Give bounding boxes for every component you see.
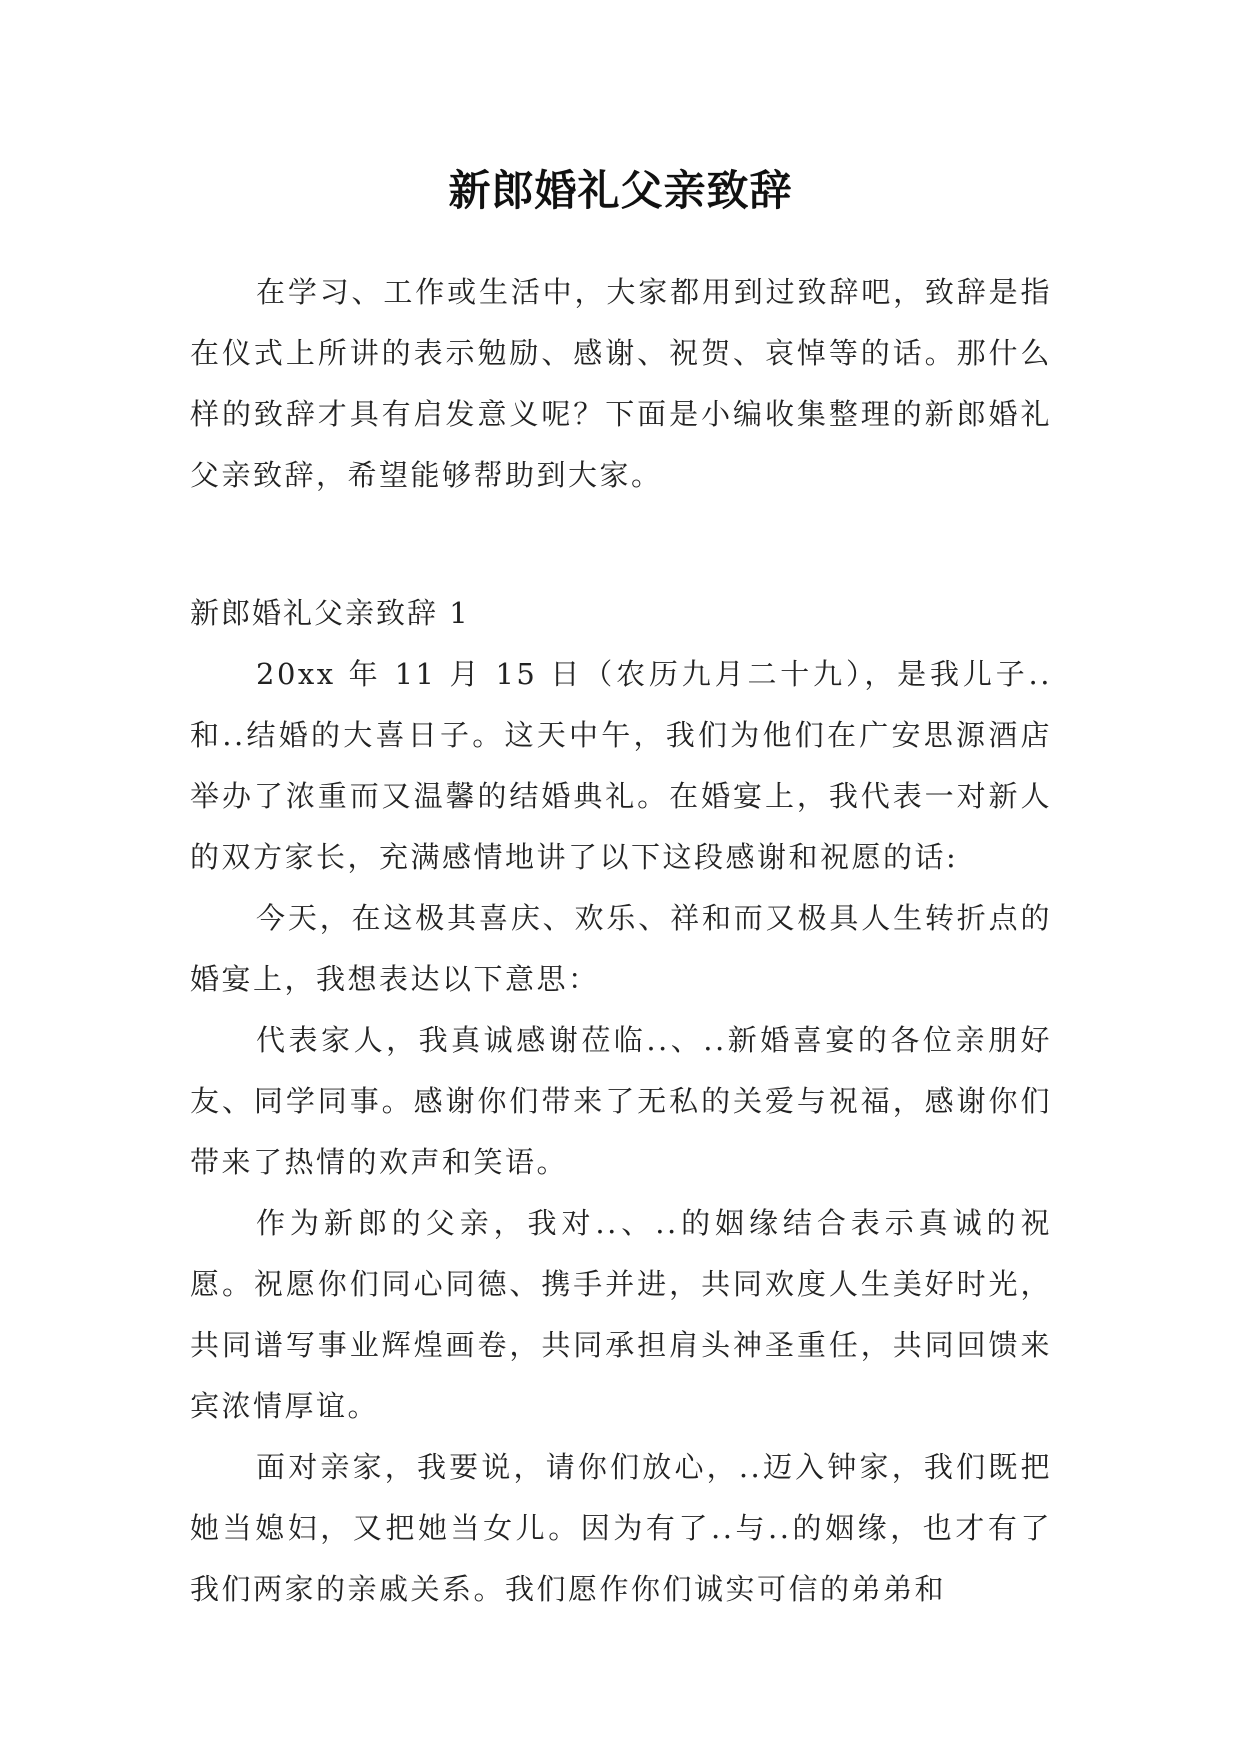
body-paragraph: 代表家人，我真诚感谢莅临..、..新婚喜宴的各位亲朋好友、同学同事。感谢你们带来了无私的关爱与祝福，感谢你们带来了热情的欢声和笑语。 [190, 1023, 1052, 1179]
section-heading: 新郎婚礼父亲致辞 1 [190, 596, 470, 630]
speech-body [190, 644, 1052, 1620]
body-paragraph: 面对亲家，我要说，请你们放心，..迈入钟家，我们既把她当媳妇，又把她当女儿。因为有了..与..的姻缘，也才有了我们两家的亲戚关系。我们愿作你们诚实可信的弟弟和 [190, 1450, 1052, 1606]
document-title: 新郎婚礼父亲致辞 [448, 166, 793, 215]
intro-paragraph: 在学习、工作或生活中，大家都用到过致辞吧，致辞是指在仪式上所讲的表示勉励、感谢、祝贺、哀悼等的话。那什么样的致辞才具有启发意义呢？下面是小编收集整理的新郎婚礼父亲致辞，希望能够帮助到大家。 [190, 275, 1052, 492]
body-paragraph: 今天，在这极其喜庆、欢乐、祥和而又极具人生转折点的婚宴上，我想表达以下意思： [190, 901, 1052, 996]
intro-block [190, 262, 1052, 506]
body-paragraph: 作为新郎的父亲，我对..、..的姻缘结合表示真诚的祝愿。祝愿你们同心同德、携手并进，共同欢度人生美好时光，共同谱写事业辉煌画卷，共同承担肩头神圣重任，共同回馈来宾浓情厚谊。 [190, 1206, 1052, 1423]
body-paragraph: 20xx 年 11 月 15 日（农历九月二十九），是我儿子..和..结婚的大喜日子。这天中午，我们为他们在广安思源酒店举办了浓重而又温馨的结婚典礼。在婚宴上，我代表一对新人的双方家长，充满感情地讲了以下这段感谢和祝愿的话: [190, 657, 1052, 874]
